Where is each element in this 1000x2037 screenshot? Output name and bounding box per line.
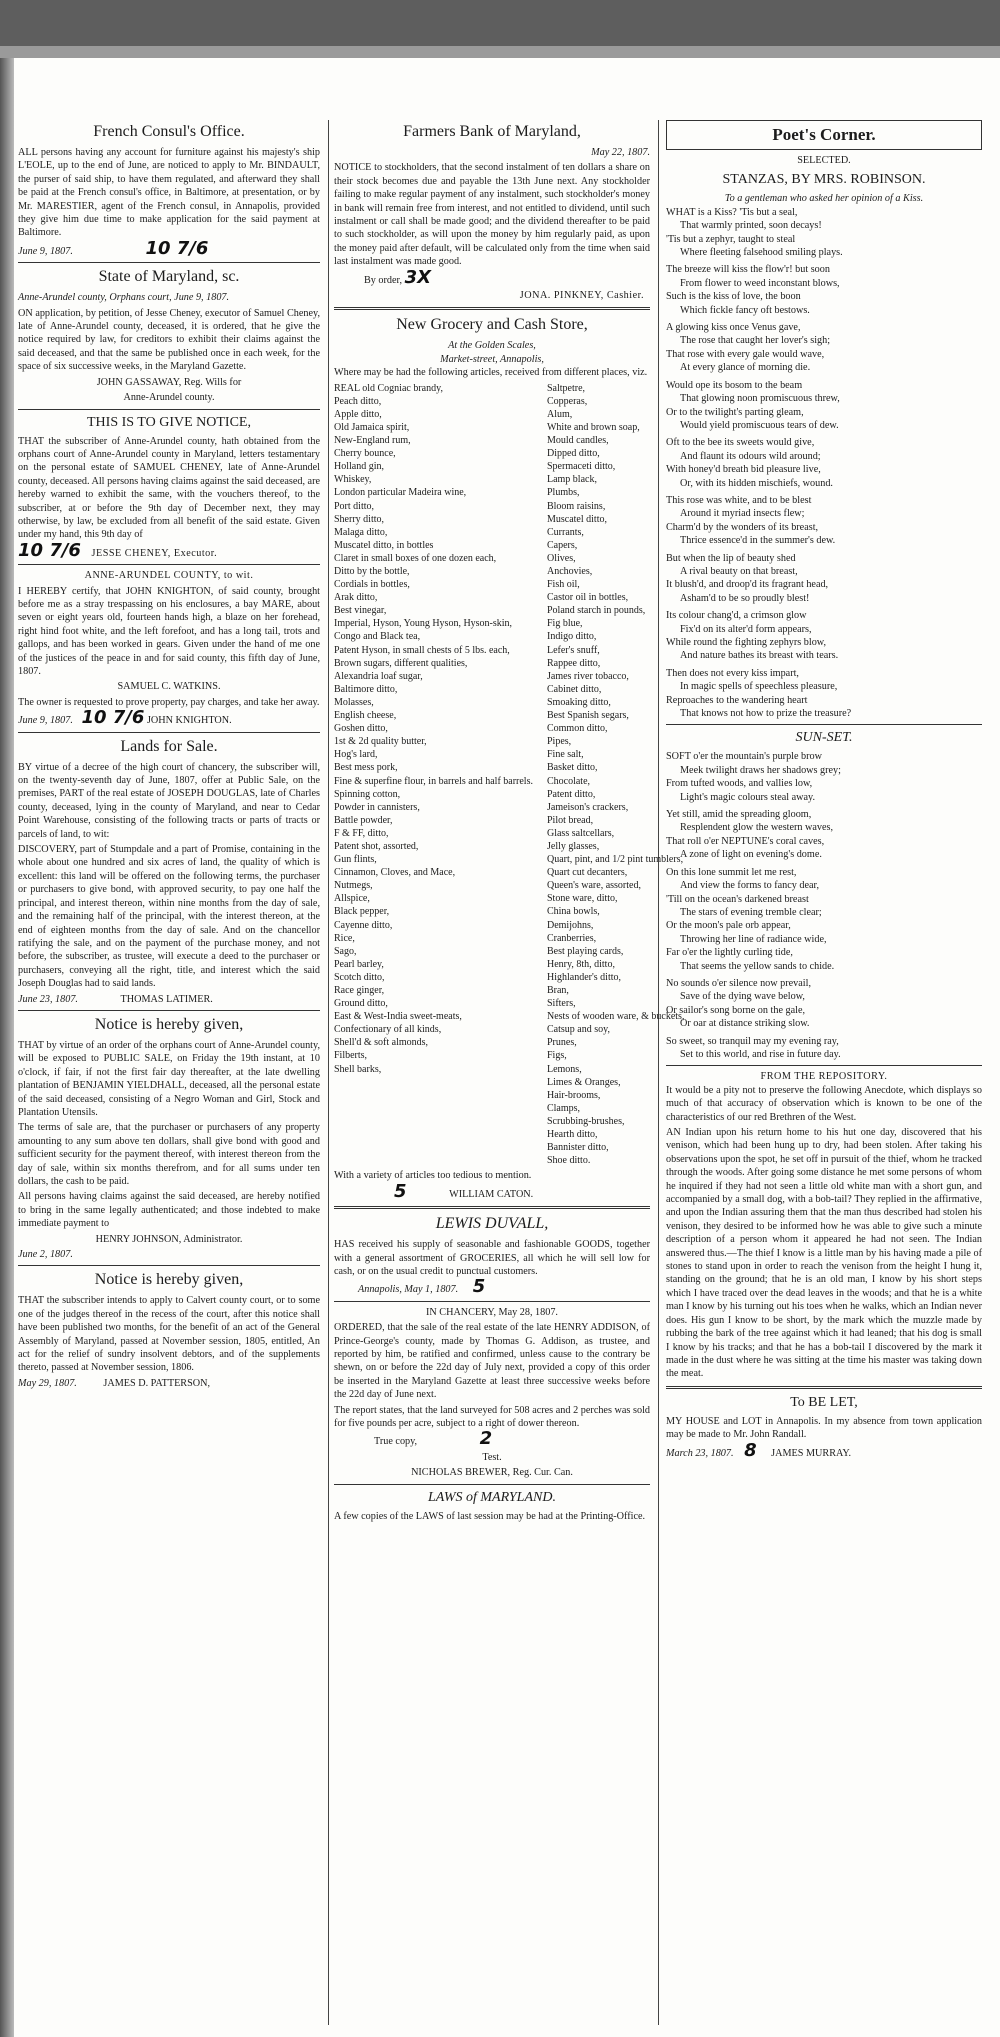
grocery-item: Claret in small boxes of one dozen each,: [334, 552, 497, 564]
grocery-item: Hair-brooms,: [546, 1089, 601, 1101]
grocery-item: Race ginger,: [334, 985, 385, 996]
grocery-item: Battle powder,: [334, 814, 393, 826]
column-middle: [334, 120, 685, 2025]
notice2-heading: Notice is hereby given,: [94, 1015, 244, 1033]
poem-line: That glowing noon promiscuous threw,: [680, 393, 840, 405]
poem-line: Or, with its hidden mischiefs, wound.: [680, 477, 833, 489]
divider: [666, 724, 982, 725]
grocery-item: Muscatel ditto, in bottles: [334, 539, 434, 551]
grocery-item-list: [334, 382, 685, 1168]
poem-line: The rose that caught her lover's sigh;: [680, 335, 831, 347]
grocery-item: Cabinet ditto,: [546, 683, 602, 695]
grocery-item: Alum,: [546, 408, 573, 420]
notice2-body-2: The terms of sale are, that the purchaser or purchasers of any property amounting to any sum above ten dollars, shall give bond with good and sufficient security for the payment thereof, with interest thereon from the day of sale, within six months therefrom, and for all sums under ten dollars, the cash to be paid.: [18, 1122, 320, 1187]
poem-line: Such is the kiss of love, the boon: [666, 291, 801, 303]
poem-line: A rival beauty on that breast,: [680, 565, 798, 577]
grocery-item: Patent ditto,: [546, 788, 596, 800]
poem-title: STANZAS, BY MRS. ROBINSON.: [722, 172, 926, 188]
grocery-item: Nests of wooden ware, & buckets,: [546, 1011, 685, 1023]
grocery-item: China bowls,: [546, 906, 600, 918]
county-handwritten-note: 10 7/6: [81, 707, 145, 729]
divider: [666, 1386, 982, 1389]
maryland-body: ON application, by petition, of Jesse Cheney, executor of Samuel Cheney, late of Anne-Arundel county, deceased, it is ordered, that he give the notice required by law, for creditors to exhibit their claims against the said deceased, and that the same be published once in each week, for the space of six successive weeks, in the Maryland Gazette.: [18, 307, 320, 373]
notice1-signature: JESSE CHENEY, Executor.: [91, 547, 218, 559]
grocery-item: Fig blue,: [546, 618, 583, 630]
grocery-item: Figs,: [546, 1050, 567, 1062]
grocery-item: Ground ditto,: [334, 998, 388, 1010]
notice3-footer: [18, 1377, 320, 1390]
poem-line: While round the fighting zephyrs blow,: [666, 637, 827, 648]
grocery-item: Lefer's snuff,: [546, 644, 600, 656]
grocery-item: Anchovies,: [546, 566, 593, 577]
poem-line: Where fleeting falsehood smiling plays.: [680, 247, 843, 259]
grocery-item: Spermaceti ditto,: [546, 461, 616, 473]
bank-heading: Farmers Bank of Maryland,: [403, 123, 581, 140]
grocery-item: London particular Madeira wine,: [334, 487, 467, 499]
grocery-item: Filberts,: [334, 1050, 368, 1062]
poem-line: 'Till on the ocean's darkened breast: [666, 893, 809, 905]
grocery-item: Hearth ditto,: [546, 1129, 598, 1141]
poets-heading: Poet's Corner.: [772, 125, 876, 144]
consul-footer: [18, 237, 320, 259]
divider: [18, 262, 320, 263]
poem-line: But when the lip of beauty shed: [666, 552, 796, 564]
poem-line: Then does not every kiss impart,: [666, 667, 799, 679]
grocery-item: Patent Hyson, in small chests of 5 lbs. each,: [334, 644, 510, 656]
grocery-list-left: [334, 382, 533, 1168]
poets-corner-box: [666, 120, 982, 150]
duvall-body: HAS received his supply of seasonable and fashionable GOODS, together with a general assortment of GROCERIES, all which he will sell low for cash, or on the usual credit to punctual customers.: [334, 1239, 650, 1277]
poem-line: And view the forms to fancy dear,: [680, 880, 820, 892]
grocery-item: Fish oil,: [546, 579, 580, 591]
grocery-item: Best playing cards,: [546, 945, 624, 957]
grocery-item: F & FF, ditto,: [334, 827, 389, 839]
grocery-item: Shell'd & soft almonds,: [334, 1037, 429, 1049]
grocery-item: Cherry bounce,: [334, 448, 396, 460]
grocery-item: Confectionary of all kinds,: [334, 1024, 442, 1036]
column-right: [666, 120, 982, 2025]
poem-line: That warmly printed, soon decays!: [680, 220, 822, 232]
grocery-item: Castor oil in bottles,: [546, 592, 629, 604]
divider: [334, 307, 650, 310]
grocery-item: Currants,: [546, 526, 584, 538]
grocery-item: Cordials in bottles,: [334, 579, 410, 591]
poem-line: Its colour chang'd, a crimson glow: [666, 610, 807, 622]
grocery-item: Clamps,: [546, 1102, 581, 1114]
poem-line: Light's magic colours steal away.: [680, 791, 815, 803]
divider: [18, 1265, 320, 1266]
grocery-item: Quart, pint, and 1/2 pint tumblers,: [546, 854, 684, 866]
poem-line: SOFT o'er the mountain's purple brow: [666, 751, 822, 763]
poem-line: Throwing her line of radiance wide,: [680, 933, 827, 945]
grocery-item: Goshen ditto,: [334, 723, 388, 735]
poem-line: Far o'er the lightly curling tide,: [666, 947, 793, 959]
consul-heading: French Consul's Office.: [93, 123, 245, 140]
grocery-item: Ditto by the bottle,: [334, 566, 410, 577]
grocery-item: Peach ditto,: [334, 395, 382, 407]
maryland-heading: State of Maryland, sc.: [98, 268, 240, 286]
notice1-body: THAT the subscriber of Anne-Arundel county, hath obtained from the orphans court of Anne-Arundel county in Maryland, letters testamentary on the personal estate of SAMUEL CHENEY, late of Anne-Arundel county, deceased. All persons having claims against the said deceased, are hereby warned to exhibit the same, with the vouchers thereof, to the subscriber, at or before the 9th day of December next, they may otherwise, by law, be excluded from all benefit of the said estate. Given under my hand, this 9th day of: [18, 435, 320, 541]
grocery-item: Lamp black,: [546, 474, 597, 486]
maryland-subheading: Anne-Arundel county, Orphans court, June 9, 1807.: [18, 292, 230, 304]
grocery-heading: New Grocery and Cash Store,: [396, 316, 588, 334]
let-heading: To BE LET,: [790, 1394, 858, 1410]
poem-line: That knows not how to prize the treasure?: [680, 708, 852, 720]
bank-date: May 22, 1807.: [591, 147, 650, 158]
poem-line: That seems the yellow sands to chide.: [680, 960, 835, 972]
grocery-item: Shoe ditto.: [546, 1155, 591, 1167]
poem-line: At every glance of morning die.: [680, 362, 811, 374]
grocery-item: Allspice,: [334, 893, 370, 905]
poem-line: Would yield promiscuous tears of dew.: [680, 419, 839, 431]
chancery-handwritten-note: 2: [479, 1428, 493, 1450]
grocery-item: Holland gin,: [334, 461, 384, 473]
let-date: March 23, 1807.: [666, 1447, 734, 1459]
notice3-date: May 29, 1807.: [18, 1377, 77, 1389]
duvall-date: Annapolis, May 1, 1807.: [358, 1284, 459, 1296]
chancery-copy-line: [334, 1428, 650, 1450]
grocery-item: Catsup and soy,: [546, 1024, 610, 1036]
let-handwritten-note: 8: [744, 1439, 757, 1461]
newspaper-columns: [18, 120, 988, 2030]
grocery-item: Dipped ditto,: [546, 448, 600, 460]
lands-footer: [18, 993, 320, 1006]
poem-line: The breeze will kiss the flow'r! but soon: [666, 264, 830, 276]
poets-selected: SELECTED.: [797, 155, 851, 166]
grocery-intro: Where may be had the following articles, received from different places, viz.: [334, 367, 648, 379]
divider: [334, 1484, 650, 1485]
grocery-item: Arak ditto,: [334, 592, 378, 604]
let-signature: JAMES MURRAY.: [771, 1447, 852, 1459]
poem-line: Or the moon's pale orb appear,: [666, 920, 791, 932]
grocery-item: Sherry ditto,: [334, 513, 384, 525]
grocery-subheading-2: Market-street, Annapolis,: [440, 353, 544, 365]
laws-heading: LAWS of MARYLAND.: [428, 1489, 556, 1505]
grocery-item: Apple ditto,: [334, 408, 382, 420]
grocery-item: Pilot bread,: [546, 814, 594, 826]
poem-line: On this lone summit let me rest,: [666, 866, 797, 878]
lands-heading: Lands for Sale.: [120, 737, 218, 755]
grocery-item: Bannister ditto,: [546, 1142, 609, 1154]
poem-line: Fix'd on its alter'd form appears,: [680, 623, 812, 635]
poem-line: Meek twilight draws her shadows grey;: [680, 764, 841, 776]
notice2-date: June 2, 1807.: [18, 1249, 73, 1261]
chancery-heading: IN CHANCERY, May 28, 1807.: [426, 1306, 558, 1318]
poem-line: From tufted woods, and vallies low,: [666, 778, 813, 790]
grocery-item: Scotch ditto,: [334, 971, 385, 983]
notice2-body-3: All persons having claims against the said deceased, are hereby notified to bring in the same legally authenticated; and those indebted to make immediate payment to: [18, 1191, 320, 1230]
divider: [666, 1065, 982, 1066]
column-rule: [328, 120, 329, 2025]
grocery-item: Chocolate,: [546, 775, 591, 787]
notice2-body: THAT by virtue of an order of the orphans court of Anne-Arundel county, will be exposed to PUBLIC SALE, on Friday the 19th instant, at 10 o'clock, if fair, if not the first fair day thereafter, at the late dwelling plantation of BENJAMIN YIELDHALL, deceased, all the personal estate of the said deceased, consisting of a Negro Woman and Girl, Stock and Plantation Utensils.: [18, 1039, 320, 1118]
grocery-item: New-England rum,: [334, 435, 411, 447]
grocery-item: Stone ware, ditto,: [546, 893, 618, 905]
poem-line: Or sailor's song borne on the gale,: [666, 1004, 806, 1016]
grocery-item: Prunes,: [546, 1037, 577, 1049]
divider: [334, 1206, 650, 1209]
divider: [18, 409, 320, 410]
poem-line: Thrice essence'd in the summer's dew.: [680, 535, 836, 547]
divider: [334, 1301, 650, 1302]
bank-order: By order,: [364, 274, 403, 286]
grocery-item: Hog's lard,: [334, 749, 378, 761]
poem-kiss: [666, 206, 982, 721]
grocery-item: Scrubbing-brushes,: [546, 1115, 625, 1127]
notice1-footer: [18, 539, 320, 561]
laws-body: A few copies of the LAWS of last session may be had at the Printing-Office.: [334, 1510, 646, 1522]
poem-line: That roll o'er NEPTUNE's coral caves,: [666, 835, 825, 847]
poem-line: So sweet, so tranquil may my evening ray,: [666, 1035, 839, 1047]
grocery-item: Pearl barley,: [334, 958, 384, 970]
grocery-item: Alexandria loaf sugar,: [334, 670, 423, 682]
consul-body: ALL persons having any account for furniture against his majesty's ship L'EOLE, up to the end of June, are noticed to apply to Mr. BINDAULT, the purser of said ship, to have them regulated, and afterward they shall be paid at the French consul's office, in Baltimore, at presentation, or by Mr. MARESTIER, agent of the French consul, in Annapolis, provided they give him due time to make application for the said payment at Baltimore.: [18, 147, 320, 239]
county-body: I HEREBY certify, that JOHN KNIGHTON, of said county, brought before me as a stray trespassing on his enclosures, a bay MARE, about seven or eight years old, fourteen hands high, a blaze on her forehead, right hind foot white, and the left forefoot, and has a long tail, trots and gallops, and has been worked in gears. Given under the hand of me one of the justices of the peace in and for said county, this fifth day of June, 1807.: [18, 585, 320, 677]
notice2-signature: HENRY JOHNSON, Administrator.: [95, 1233, 243, 1245]
duvall-heading: LEWIS DUVALL,: [435, 1215, 549, 1233]
poem-line: Save of the dying wave below,: [680, 991, 805, 1003]
county-date: June 9, 1807.: [18, 715, 73, 727]
notice1-heading: THIS IS TO GIVE NOTICE,: [87, 414, 251, 430]
grocery-item: Brown sugars, different qualities,: [334, 657, 468, 669]
lands-body-2: DISCOVERY, part of Stumpdale and a part of Promise, containing in the whole about one hundred and six acres of land, the quality of which is excellent: this land will be offered on the following terms, the purchaser or purchasers to give bond, with approved security, to pay one half the principal, and interest thereon, within nine months from the day of sale, and the remaining half of the principal, with the interest thereon, at the end of eighteen months from the day of sale. And on the chancellor ratifying the sale, and on the payment of the purchase money, and not before, the subscriber, as trustee, will execute a deed to the purchaser or purchasers, conveying all the right, title, and interest which the said Joseph Douglas had to said lands.: [18, 844, 320, 990]
county-signature2: JOHN KNIGHTON.: [146, 715, 232, 727]
grocery-item: Congo and Black tea,: [334, 631, 421, 643]
poem-line: From flower to weed inconstant blows,: [680, 277, 840, 289]
poem-line: Yet still, amid the spreading gloom,: [666, 809, 812, 821]
poem-line: Charm'd by the wonders of its breast,: [666, 521, 819, 533]
grocery-item: Lemons,: [546, 1063, 582, 1075]
grocery-item: Queen's ware, assorted,: [546, 880, 641, 892]
poem-line: Set to this world, and rise in future day.: [680, 1048, 841, 1060]
poem-line: And nature bathes its breast with tears.: [680, 650, 839, 662]
poem-line: In magic spells of speechless pleasure,: [680, 681, 838, 693]
grocery-item: East & West-India sweet-meats,: [334, 1011, 462, 1023]
poem-line: Resplendent glow the western waves,: [680, 822, 834, 834]
grocery-item: Capers,: [546, 539, 578, 551]
chancery-test: Test.: [482, 1451, 502, 1463]
grocery-item: Mould candles,: [546, 435, 609, 447]
grocery-item: Fine & superfine flour, in barrels and half barrels.: [334, 775, 533, 787]
poem-line: Asham'd to be so proudly blest!: [680, 592, 810, 604]
grocery-item: Cinnamon, Cloves, and Mace,: [334, 867, 456, 879]
grocery-item: Molasses,: [334, 696, 374, 708]
grocery-item: Patent shot, assorted,: [334, 840, 419, 852]
scan-top-edge: [0, 0, 1000, 58]
poem-line: It blush'd, and droop'd its fragrant head,: [666, 579, 829, 591]
bank-handwritten-note: 3X: [404, 266, 432, 288]
grocery-tail: With a variety of articles too tedious to mention.: [334, 1170, 532, 1182]
maryland-signature: JOHN GASSAWAY, Reg. Wills for: [96, 376, 242, 388]
lands-date: June 23, 1807.: [18, 993, 78, 1005]
grocery-item: Common ditto,: [546, 723, 608, 735]
notice1-handwritten-note: 10 7/6: [18, 539, 81, 561]
grocery-item: Rice,: [334, 932, 355, 944]
grocery-item: Olives,: [546, 552, 576, 564]
notice3-heading: Notice is hereby given,: [94, 1271, 244, 1289]
grocery-item: Fine salt,: [546, 749, 584, 761]
grocery-item: Glass saltcellars,: [546, 827, 615, 839]
divider: [18, 564, 320, 565]
chancery-true-copy: True copy,: [374, 1436, 418, 1448]
poem-line: Around it myriad insects flew;: [680, 508, 805, 520]
scan-left-edge: [0, 58, 14, 2037]
bank-order-line: [334, 266, 650, 288]
grocery-item: Best mess pork,: [334, 762, 398, 774]
chancery-body-2: The report states, that the land surveyed for 508 acres and 2 perches was sold for five pounds per acre, subject to a right of dower thereon.: [334, 1404, 650, 1429]
grocery-item: Best Spanish segars,: [546, 710, 629, 722]
grocery-subheading-1: At the Golden Scales,: [448, 340, 536, 352]
grocery-item: REAL old Cogniac brandy,: [334, 382, 443, 394]
poem-line: Or oar at distance striking slow.: [680, 1018, 810, 1030]
grocery-item: Indigo ditto,: [546, 631, 597, 643]
poem-line: 'Tis but a zephyr, taught to steal: [666, 233, 796, 245]
grocery-item: Jameison's crackers,: [546, 801, 629, 813]
grocery-item: Old Jamaica spirit,: [334, 421, 410, 433]
poem-line: Which fickle fancy oft bestows.: [680, 304, 810, 316]
grocery-item: Smoaking ditto,: [546, 696, 611, 708]
grocery-item: James river tobacco,: [546, 670, 629, 682]
grocery-item: Spinning cotton,: [334, 788, 401, 800]
duvall-handwritten-note: 5: [472, 1276, 486, 1298]
divider: [18, 1010, 320, 1011]
grocery-item: Imperial, Hyson, Young Hyson, Hyson-skin,: [334, 618, 513, 630]
poem-line: WHAT is a Kiss? 'Tis but a seal,: [666, 206, 798, 218]
grocery-item: English cheese,: [334, 710, 397, 722]
grocery-item: Saltpetre,: [546, 382, 586, 394]
grocery-item: Pipes,: [546, 736, 572, 748]
poem-line: And flaunt its odours wild around;: [680, 450, 821, 462]
county-heading: ANNE-ARUNDEL COUNTY, to wit.: [84, 570, 254, 582]
poem-line: With honey'd breath bid pleasure live,: [666, 464, 821, 476]
grocery-item: White and brown soap,: [546, 421, 640, 433]
grocery-item: Whiskey,: [334, 474, 372, 486]
county-owner-note: The owner is requested to prove property, pay charges, and take her away.: [18, 696, 320, 708]
consul-handwritten-note: 10 7/6: [145, 237, 209, 259]
grocery-item: Malaga ditto,: [334, 526, 388, 538]
notice3-body: THAT the subscriber intends to apply to Calvert county court, or to some one of the judges thereof in the recess of the court, after this notice shall have been published two months, for the benefit of an act of the General Assembly of Maryland, passed at November session, 1805, entitled, An act for the relief of sundry insolvent debtors, and of the supplements thereto, passed at November session, 1806.: [18, 1295, 320, 1374]
grocery-item: Copperas,: [546, 395, 588, 407]
grocery-item: Muscatel ditto,: [546, 513, 607, 525]
sunset-heading: SUN-SET.: [795, 730, 853, 746]
poem-line: A zone of light on evening's dome.: [680, 849, 822, 861]
grocery-item: Bloom raisins,: [546, 500, 606, 512]
county-footer: [18, 707, 320, 729]
chancery-signature: NICHOLAS BREWER, Reg. Cur. Can.: [411, 1467, 573, 1479]
grocery-list-right: [547, 382, 684, 1168]
grocery-item: Powder in cannisters,: [334, 801, 420, 813]
lands-body: BY virtue of a decree of the high court of chancery, the subscriber will, on the twenty-seventh day of June, 1807, offer at Public Sale, on the premises, PART of the real estate of JOSEPH DOUGLAS, late of Charles county, deceased, lying in the county of Maryland, and near to Cedar Point Warehouse, consisting of the following tracts or parts of tracts or parcels of land, to wit:: [18, 761, 320, 840]
grocery-item: 1st & 2d quality butter,: [334, 736, 427, 748]
notice3-signature: JAMES D. PATTERSON,: [103, 1377, 211, 1389]
chancery-body: ORDERED, that the sale of the real estate of the late HENRY ADDISON, of Prince-George's county, made by Thomas G. Addison, as trustee, and reported by him, be ratified and confirmed, unless cause to the contrary be shewn, on or before the 22d day of July next, provided a copy of this order be inserted in the Maryland Gazette at least three successive weeks before the 22d day of June next.: [334, 1322, 650, 1401]
poem-line: Reproaches to the wandering heart: [666, 694, 808, 706]
grocery-item: Shell barks,: [334, 1063, 382, 1075]
grocery-item: Demijohns,: [546, 919, 594, 931]
repository-heading: FROM THE REPOSITORY.: [760, 1071, 888, 1083]
grocery-item: Poland starch in pounds,: [546, 605, 646, 617]
grocery-item: Cranberries,: [546, 932, 597, 944]
poem-line: A glowing kiss once Venus gave,: [666, 322, 801, 334]
maryland-signature-line2: Anne-Arundel county.: [123, 392, 215, 404]
repository-intro: It would be a pity not to preserve the following Anecdote, which displays so much of that accuracy of observation which is known to be one of the characteristics of our red Brethren of the West.: [666, 1084, 982, 1123]
grocery-item: Highlander's ditto,: [546, 971, 621, 983]
grocery-item: Plumbs,: [546, 487, 580, 499]
grocery-item: Gun flints,: [334, 854, 377, 866]
grocery-item: Bran,: [546, 985, 569, 996]
poem-line: The stars of evening tremble clear;: [680, 906, 822, 918]
grocery-item: Basket ditto,: [546, 762, 598, 774]
poem-line: No sounds o'er silence now prevail,: [666, 977, 811, 989]
grocery-signature: WILLIAM CATON.: [449, 1188, 534, 1200]
grocery-item: Henry, 8th, ditto,: [546, 958, 615, 970]
consul-date: June 9, 1807.: [18, 245, 73, 257]
poem-line: Oft to the bee its sweets would give,: [666, 437, 815, 449]
poem-line: Would ope its bosom to the beam: [666, 379, 803, 391]
grocery-item: Quart cut decanters,: [546, 867, 628, 879]
grocery-item: Sago,: [334, 945, 357, 957]
poem-sunset: [666, 750, 982, 1061]
poem-line: Or to the twilight's parting gleam,: [666, 406, 804, 418]
divider: [18, 732, 320, 733]
grocery-item: Sifters,: [546, 998, 576, 1010]
lands-signature: THOMAS LATIMER.: [120, 993, 213, 1005]
grocery-item: Nutmegs,: [334, 880, 373, 892]
grocery-item: Best vinegar,: [334, 605, 387, 617]
grocery-item: Rappee ditto,: [546, 657, 601, 669]
grocery-item: Limes & Oranges,: [546, 1076, 621, 1088]
grocery-item: Port ditto,: [334, 500, 375, 512]
repository-body: AN Indian upon his return home to his hut one day, discovered that his venison, which had been hung up to dry, had been stolen. After taking his observations upon the spot, he set off in pursuit of the thief, whom he tracked through the woods. After going some distance he met some persons of whom he inquired if they had not seen a little old white man with a short gun, and accompanied by a small dog, with a bob-tail? They replied in the affirmative, and upon the Indian assuring them that the man thus described had stolen his venison, they desired to be informed how he was able to give such a minute description of a person whom it appeared he had not seen. The Indian answered thus.—The thief I know is a little man by his having made a pile of stones to stand upon in order to reach the venison from the height I hung it, standing on the ground; that he is an old man, I know by his short steps which I have traced over the dead leaves in the woods; and that he is a white man I know by his turning out his toes when he walks, which an Indian never does. His gun I know to be short, by the mark which the muzzle made by rubbing the bark of the tree against which it had leaned; that his dog is small I know by his tracks; and that he has a bob-tail I discovered by the mark it made in the dust where he was sitting at the time his master was taking down the meat.: [666, 1127, 982, 1380]
column-left: [18, 120, 320, 2025]
grocery-item: Cayenne ditto,: [334, 919, 393, 931]
county-signature: SAMUEL C. WATKINS.: [117, 681, 221, 693]
let-body: MY HOUSE and LOT in Annapolis. In my absence from town application may be made to Mr. John Randall.: [666, 1415, 982, 1441]
grocery-item: Jelly glasses,: [546, 840, 600, 852]
poem-subtitle: To a gentleman who asked her opinion of a Kiss.: [724, 193, 924, 205]
bank-signature: JONA. PINKNEY, Cashier.: [519, 290, 644, 302]
grocery-item: Baltimore ditto,: [334, 683, 398, 695]
grocery-footer: [334, 1180, 650, 1202]
let-footer: [666, 1439, 982, 1461]
poem-line: That rose with every gale would wave,: [666, 348, 825, 360]
grocery-item: Black pepper,: [334, 906, 390, 918]
grocery-handwritten-note: 5: [394, 1180, 407, 1202]
bank-body: NOTICE to stockholders, that the second instalment of ten dollars a share on their stock becomes due and payable the 13th June next. Any stockholder failing to make regular payment of any instalment, such stockholder's money in bank will remain free from interest, and not entitled to dividend, until such instalment or call shall be made good; and the dividend thereafter to be paid to such stockholder, as will upon the money by him regularly paid, as upon the money paid after default, will be calculated only from the time when said last instalment was made good.: [334, 162, 650, 268]
duvall-footer: [334, 1276, 650, 1298]
poem-line: This rose was white, and to be blest: [666, 494, 812, 506]
